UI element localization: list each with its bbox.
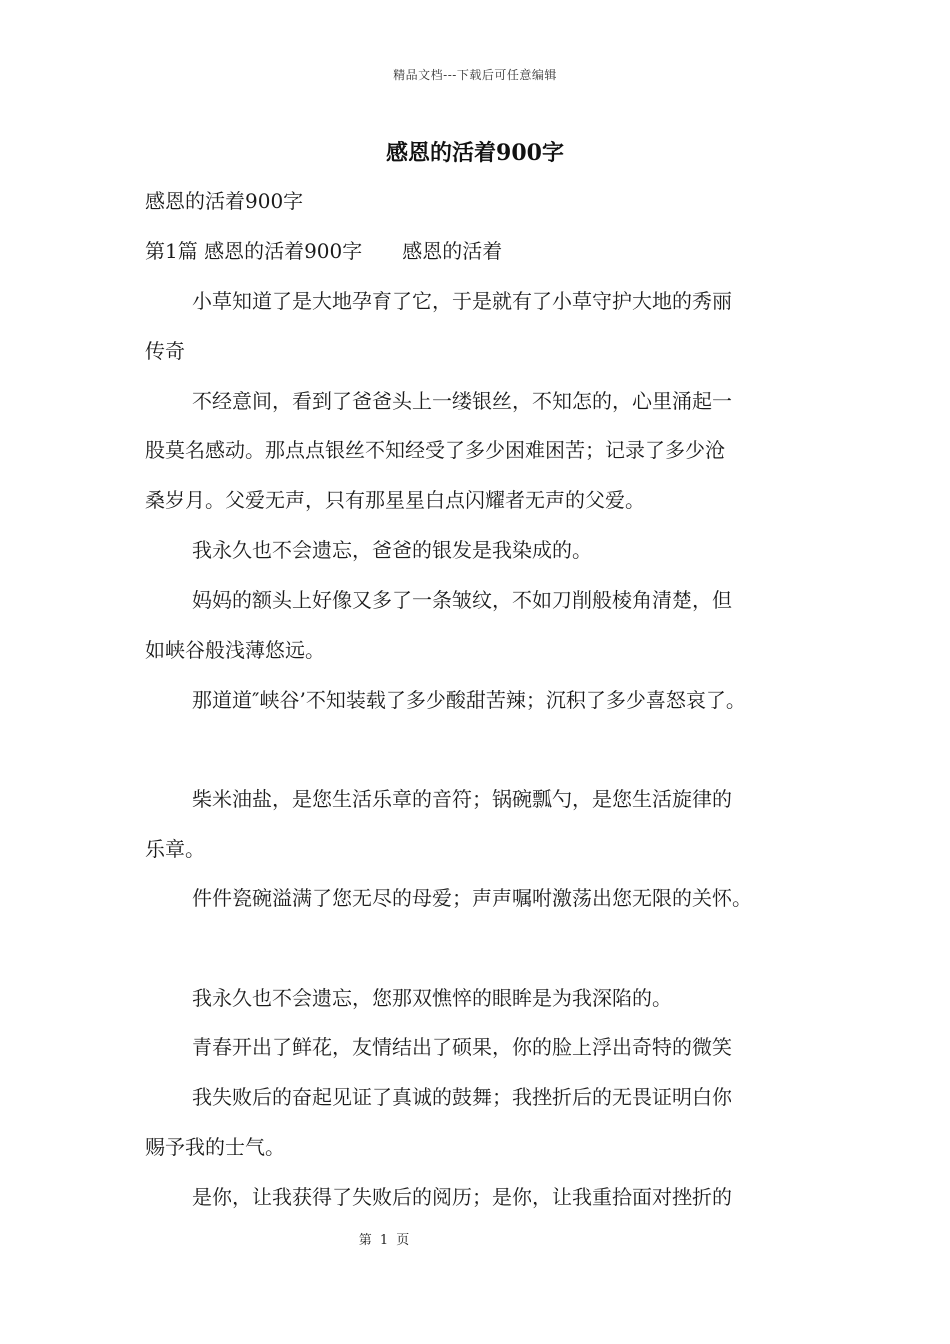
- paragraph-line: 件件瓷碗溢满了您无尽的母爱；声声嘱咐激荡出您无限的关怀。: [192, 886, 752, 910]
- paragraph-line: 不经意间，看到了爸爸头上一缕银丝，不知怎的，心里涌起一: [192, 389, 732, 413]
- page-number: 第 1 页: [358, 1233, 412, 1248]
- paragraph-line: 小草知道了是大地孕育了它，于是就有了小草守护大地的秀丽: [192, 289, 732, 313]
- paragraph-line: 股莫名感动。那点点银丝不知经受了多少困难困苦；记录了多少沧: [145, 438, 725, 462]
- chapter-line: [145, 238, 825, 264]
- page-header: 精品文档---下载后可任意编辑: [393, 68, 557, 82]
- paragraph-line: 青春开出了鲜花，友情结出了硕果，你的脸上浮出奇特的微笑: [192, 1035, 732, 1059]
- paragraph-line: 柴米油盐，是您生活乐章的音符；锅碗瓢勺，是您生活旋律的: [192, 787, 732, 811]
- paragraph-line: 桑岁月。父爱无声，只有那星星白点闪耀者无声的父爱。: [145, 488, 645, 512]
- paragraph-line: 传奇: [145, 339, 185, 363]
- paragraph-line: 我失败后的奋起见证了真诚的鼓舞；我挫折后的无畏证明白你: [192, 1085, 732, 1109]
- paragraph-line: 我永久也不会遗忘，爸爸的银发是我染成的。: [192, 538, 592, 562]
- chapter-heading: 感恩的活着: [402, 239, 503, 263]
- paragraph-line: 那道道″峡谷’不知装载了多少酸甜苦辣；沉积了多少喜怒哀了。: [192, 688, 746, 712]
- paragraph-line: 赐予我的士气。: [145, 1135, 285, 1159]
- paragraph-line: 妈妈的额头上好像又多了一条皱纹，不如刀削般棱角清楚，但: [192, 588, 732, 612]
- subtitle: 感恩的活着900字: [145, 189, 304, 213]
- paragraph-line: 如峡谷般浅薄悠远。: [145, 638, 325, 662]
- paragraph-line: 乐章。: [145, 837, 205, 861]
- chapter-label: 第1篇 感恩的活着900字: [145, 239, 363, 263]
- paragraph-line: 是你，让我获得了失败后的阅历；是你，让我重拾面对挫折的: [192, 1185, 732, 1209]
- paragraph-line: 我永久也不会遗忘，您那双憔悴的眼眸是为我深陷的。: [192, 986, 672, 1010]
- document-title: 感恩的活着900字: [386, 140, 564, 166]
